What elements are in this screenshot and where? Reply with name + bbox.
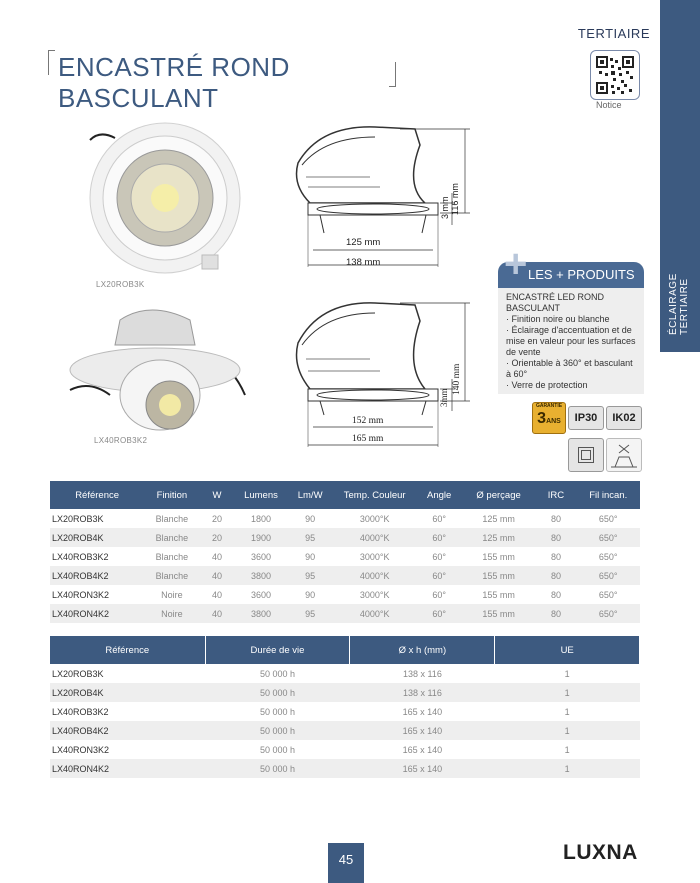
col-header: Durée de vie xyxy=(205,636,350,664)
table-cell: Blanche xyxy=(144,566,199,585)
table-row xyxy=(50,509,640,528)
benefits-body xyxy=(498,288,644,394)
table-cell: 60° xyxy=(432,589,446,600)
reference-cell: LX40RON4K2 xyxy=(50,604,144,623)
table-cell: 90 xyxy=(305,513,316,524)
category-label: TERTIAIRE xyxy=(577,26,650,41)
specs-table xyxy=(50,481,640,623)
table-cell: 4000°K xyxy=(333,604,417,623)
table-cell: 155 mm xyxy=(462,566,536,585)
table-cell: 1 xyxy=(495,759,640,778)
table-cell: 1 xyxy=(564,706,570,717)
table-cell: 3800 xyxy=(234,566,287,585)
reference-cell: LX40ROB3K2 xyxy=(52,551,109,562)
product-benefits-box xyxy=(498,242,644,478)
table-cell: 80 xyxy=(550,589,561,600)
table-cell: Blanche xyxy=(144,528,199,547)
col-header: Angle xyxy=(417,481,462,509)
table-cell: 50 000 h xyxy=(205,759,350,778)
table-cell: 155 mm xyxy=(462,604,536,623)
table-row xyxy=(50,740,640,759)
table-cell: 60° xyxy=(432,513,446,524)
table-cell: 90 xyxy=(305,589,316,600)
table-cell: 3600 xyxy=(250,589,271,600)
reference-cell: LX20ROB3K xyxy=(52,668,104,679)
reference-cell: LX40RON3K2 xyxy=(52,589,110,600)
table-cell: 80 xyxy=(550,513,561,524)
table-cell: 40 xyxy=(211,551,222,562)
table-cell: 650° xyxy=(598,513,618,524)
table-cell: 20 xyxy=(200,528,235,547)
table-cell: Noire xyxy=(161,589,183,600)
page-title-block xyxy=(48,48,396,113)
diagram2-outer-width: 165 mm xyxy=(352,434,384,444)
reference-cell: LX40ROB3K2 xyxy=(52,706,109,717)
table-cell: 1900 xyxy=(234,528,287,547)
table-cell: 1800 xyxy=(250,513,271,524)
warranty-unit: ANS xyxy=(546,418,561,425)
table-cell: 125 mm xyxy=(482,513,515,524)
product-photo-lx20 xyxy=(80,120,250,280)
table-cell: 650° xyxy=(576,604,640,623)
reference-cell: LX40RON3K2 xyxy=(52,744,110,755)
reference-cell: LX40ROB4K2 xyxy=(50,566,144,585)
table-cell: 4000°K xyxy=(333,528,417,547)
table-cell: 60° xyxy=(417,604,462,623)
table-cell: 95 xyxy=(288,566,333,585)
reference-cell: LX20ROB3K xyxy=(52,513,104,524)
col-header: Référence xyxy=(50,636,205,664)
table-cell: 155 mm xyxy=(482,589,515,600)
table-row xyxy=(50,759,640,778)
table-row xyxy=(50,604,640,623)
table-cell: 650° xyxy=(598,589,618,600)
benefit-item: · Verre de protection xyxy=(506,380,640,391)
diagram2-offset: 3mm xyxy=(439,388,449,407)
table-cell: 90 xyxy=(305,551,316,562)
col-header: Temp. Couleur xyxy=(333,481,417,509)
table-cell: 1 xyxy=(564,744,570,755)
benefits-list xyxy=(506,314,640,391)
reference-cell: LX40RON4K2 xyxy=(50,759,205,778)
table-cell: 3000°K xyxy=(359,513,390,524)
diagram1-offset: 3 mm xyxy=(440,196,450,219)
table-cell: 80 xyxy=(535,566,576,585)
table-cell: 3000°K xyxy=(359,551,390,562)
table-cell: 165 x 140 xyxy=(350,721,495,740)
benefit-item: · Finition noire ou blanche xyxy=(506,314,640,325)
table-cell: 1 xyxy=(495,683,640,702)
table-cell: 50 000 h xyxy=(259,744,296,755)
table-row xyxy=(50,585,640,604)
col-header: Finition xyxy=(144,481,199,509)
table-cell: 1 xyxy=(564,668,570,679)
diagram1-inner-width: 125 mm xyxy=(346,237,381,248)
dimension-diagram-1 xyxy=(280,115,480,275)
table-cell: 3000°K xyxy=(359,589,390,600)
page-title: ENCASTRÉ ROND BASCULANT xyxy=(58,52,290,113)
ik-rating-badge: IK02 xyxy=(606,406,642,430)
dimension-diagram-2 xyxy=(280,295,480,455)
title-bracket-left xyxy=(48,50,55,75)
table-row xyxy=(50,528,640,547)
table-cell: 650° xyxy=(576,528,640,547)
table-cell: 50 000 h xyxy=(259,706,296,717)
col-header: Fil incan. xyxy=(576,481,640,509)
no-insulation-cover-icon xyxy=(606,438,642,472)
diagram1-outer-width: 138 mm xyxy=(346,257,381,268)
sidebar-label: ÉCLAIRAGE TERTIAIRE xyxy=(668,273,690,335)
col-header: Lm/W xyxy=(288,481,333,509)
plus-icon: + xyxy=(504,242,528,286)
table-cell: 4000°K xyxy=(333,566,417,585)
qr-label: Notice xyxy=(596,100,622,110)
page-number: 45 xyxy=(328,843,364,883)
title-bracket-right xyxy=(389,62,396,87)
table-row xyxy=(50,721,640,740)
warranty-top: GARANTIE xyxy=(535,403,563,409)
diagram2-height: 140 mm xyxy=(452,363,462,395)
table-cell: Blanche xyxy=(155,513,189,524)
table-cell: 60° xyxy=(417,566,462,585)
table-cell: 1 xyxy=(495,721,640,740)
table-cell: Noire xyxy=(144,604,199,623)
table-cell: 165 x 140 xyxy=(350,759,495,778)
table-cell: 138 x 116 xyxy=(350,683,495,702)
table-cell: 50 000 h xyxy=(259,668,296,679)
product-photo-lx40 xyxy=(60,300,250,435)
logistics-table-header xyxy=(50,636,640,664)
col-header: IRC xyxy=(535,481,576,509)
qr-code[interactable] xyxy=(590,50,640,100)
reference-cell: LX20ROB4K xyxy=(50,683,205,702)
table-row xyxy=(50,566,640,585)
table-cell: Blanche xyxy=(155,551,189,562)
table-cell: 60° xyxy=(417,528,462,547)
table-cell: 80 xyxy=(550,551,561,562)
table-cell: 80 xyxy=(535,604,576,623)
table-cell: 650° xyxy=(598,551,618,562)
class-ii-icon xyxy=(568,438,604,472)
table-cell: 125 mm xyxy=(462,528,536,547)
warranty-badge xyxy=(532,402,566,434)
col-header: Ø perçage xyxy=(462,481,536,509)
reference-cell: LX20ROB4K xyxy=(50,528,144,547)
col-header: W xyxy=(200,481,235,509)
table-cell: 50 000 h xyxy=(205,683,350,702)
table-cell: 155 mm xyxy=(482,551,515,562)
table-cell: 40 xyxy=(200,604,235,623)
table-cell: 95 xyxy=(288,604,333,623)
table-row xyxy=(50,683,640,702)
col-header: Lumens xyxy=(234,481,287,509)
diagram1-height: 116 mm xyxy=(450,183,460,215)
table-cell: 165 x 140 xyxy=(402,706,443,717)
table-cell: 3800 xyxy=(234,604,287,623)
table-cell: 20 xyxy=(211,513,222,524)
table-cell: 60° xyxy=(432,551,446,562)
col-header: Ø x h (mm) xyxy=(350,636,495,664)
specs-table-header xyxy=(50,481,640,509)
col-header: UE xyxy=(495,636,640,664)
diagram2-inner-width: 152 mm xyxy=(352,416,384,426)
table-cell: 165 x 140 xyxy=(402,744,443,755)
qr-code-icon xyxy=(591,51,639,99)
ip-rating-badge: IP30 xyxy=(568,406,604,430)
brand-logo: LUXNA xyxy=(563,841,638,864)
product-label-lx40: LX40ROB3K2 xyxy=(94,436,148,445)
product-label-lx20: LX20ROB3K xyxy=(96,280,145,289)
table-cell: 50 000 h xyxy=(205,721,350,740)
logistics-table xyxy=(50,636,640,778)
table-cell: 138 x 116 xyxy=(402,668,442,679)
warranty-years: 3 xyxy=(537,410,547,427)
table-row xyxy=(50,664,640,683)
table-cell: 40 xyxy=(211,589,222,600)
benefit-item: · Orientable à 360° et basculant à 60° xyxy=(506,358,640,380)
table-cell: 3600 xyxy=(250,551,271,562)
benefit-item: · Éclairage d'accentuation et de mise en valeur pour les surfaces de vente xyxy=(506,325,640,358)
table-row xyxy=(50,702,640,721)
benefits-heading: LES + PRODUITS xyxy=(498,262,644,288)
table-row xyxy=(50,547,640,566)
table-cell: 40 xyxy=(200,566,235,585)
reference-cell: LX40ROB4K2 xyxy=(50,721,205,740)
col-header: Référence xyxy=(50,481,144,509)
benefits-intro: ENCASTRÉ LED ROND BASCULANT xyxy=(506,292,605,313)
table-cell: 95 xyxy=(288,528,333,547)
table-cell: 80 xyxy=(535,528,576,547)
table-cell: 650° xyxy=(576,566,640,585)
